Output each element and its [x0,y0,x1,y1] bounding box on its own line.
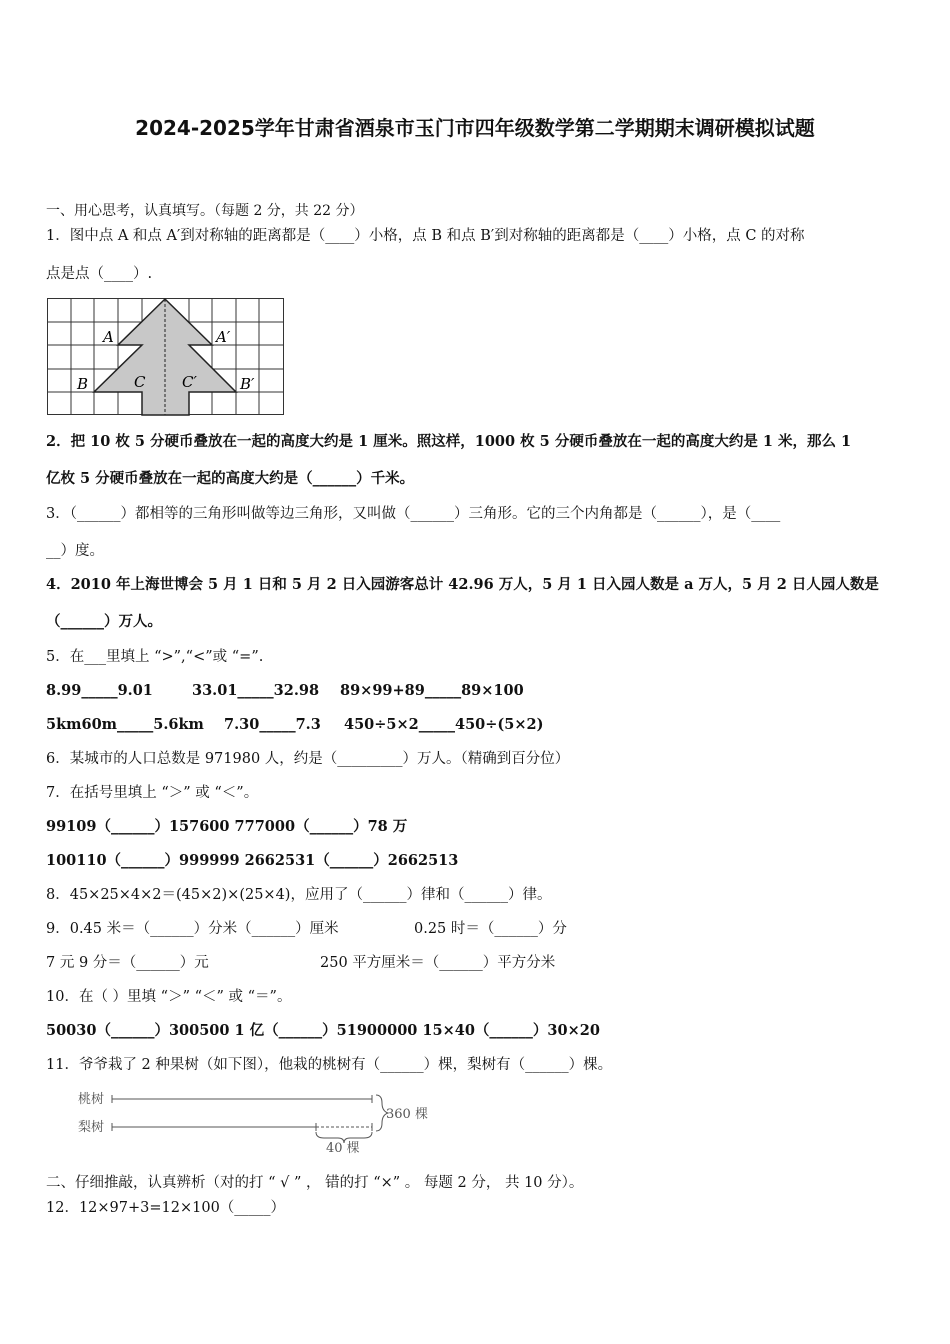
question-5-item: 450÷5×2_____450÷(5×2) [344,716,544,733]
question-12: 12．12×97+3=12×100（_____） [46,1200,286,1216]
question-6: 6．某城市的人口总数是 971980 人，约是（_________）万人。（精确到百分位） [46,751,570,767]
question-10-line-1: 10．在（ ）里填 “＞” “＜” 或 “＝”。 [46,989,292,1005]
section-heading-2: 二、仔细推敲，认真辨析（对的打 “ √ ” ， 错的打 “×” 。 每题 2 分， 共 10 分）。 [46,1175,584,1191]
label-a: A [103,328,114,346]
question-5-item: 33.01_____32.98 [192,682,320,699]
label-pear-trees: 梨树 [78,1120,105,1135]
question-5-line-1: 5．在___里填上 “>”,“<”或 “=”. [46,649,264,665]
question-5-item: 89×99+89_____89×100 [340,682,524,699]
question-5-item: 7.30_____7.3 [224,716,321,733]
question-7-line-1: 7．在括号里填上 “＞” 或 “＜”。 [46,785,259,801]
question-7-row-1: 99109（______）157600 777000（______）78 万 [46,818,408,835]
label-b: B [77,375,89,393]
question-9-row-1-b: 0.25 时＝（______）分 [414,921,567,937]
label-b-prime: B′ [240,375,255,393]
page-title: 2024-2025学年甘肃省酒泉市玉门市四年级数学第二学期期末调研模拟试题 [135,116,815,140]
label-a-prime: A′ [216,328,231,346]
question-3-line-2: __）度。 [46,543,104,559]
section-heading-1: 一、用心思考，认真填写。（每题 2 分，共 22 分） [46,203,364,219]
total-label: 360 棵 [386,1107,428,1122]
question-9-row-1-a: 9．0.45 米＝（______）分米（______）厘米 [46,921,339,937]
question-3-line-1: 3．（______）都相等的三角形叫做等边三角形，又叫做（______）三角形。它的三个内角都是（______），是（____ [46,506,781,522]
question-2-line-1: 2．把 10 枚 5 分硬币叠放在一起的高度大约是 1 厘米。照这样，1000 枚 5 分硬币叠放在一起的高度大约是 1 米，那么 1 [46,433,852,450]
question-11-line-1: 11．爷爷栽了 2 种果树（如下图），他栽的桃树有（______）棵，梨树有（______）棵。 [46,1057,613,1073]
question-2-line-2: 亿枚 5 分硬币叠放在一起的高度大约是（______）千米。 [46,470,415,487]
label-peach-trees: 桃树 [78,1092,105,1107]
question-1-line-2: 点是点（____）. [46,266,153,282]
question-9-row-2-a: 7 元 9 分＝（______）元 [46,955,209,971]
question-8: 8．45×25×4×2＝(45×2)×(25×4)，应用了（______）律和（______）律。 [46,887,552,903]
question-4-line-2: （______）万人。 [46,613,162,630]
question-5-item: 5km60m_____5.6km [46,716,204,733]
question-5-item: 8.99_____9.01 [46,682,153,699]
question-9-row-2-b: 250 平方厘米＝（______）平方分米 [320,955,556,971]
label-c-prime: C′ [182,373,197,391]
question-10-row-1: 50030（______）300500 1 亿（______）51900000 15×40（______）30×20 [46,1022,600,1039]
difference-label: 40 棵 [326,1141,360,1156]
label-c: C [134,373,146,391]
question-4-line-1: 4．2010 年上海世博会 5 月 1 日和 5 月 2 日入园游客总计 42.96 万人，5 月 1 日入园人数是 a 万人，5 月 2 日人园人数是 [46,576,879,593]
tree-grid-figure [46,297,286,417]
question-7-row-2: 100110（______）999999 2662531（______）2662513 [46,852,459,869]
question-1-line-1: 1．图中点 A 和点 A′到对称轴的距离都是（____）小格，点 B 和点 B′到对称轴的距离都是（____）小格，点 C 的对称 [46,228,805,244]
fruit-tree-diagram [76,1086,436,1156]
